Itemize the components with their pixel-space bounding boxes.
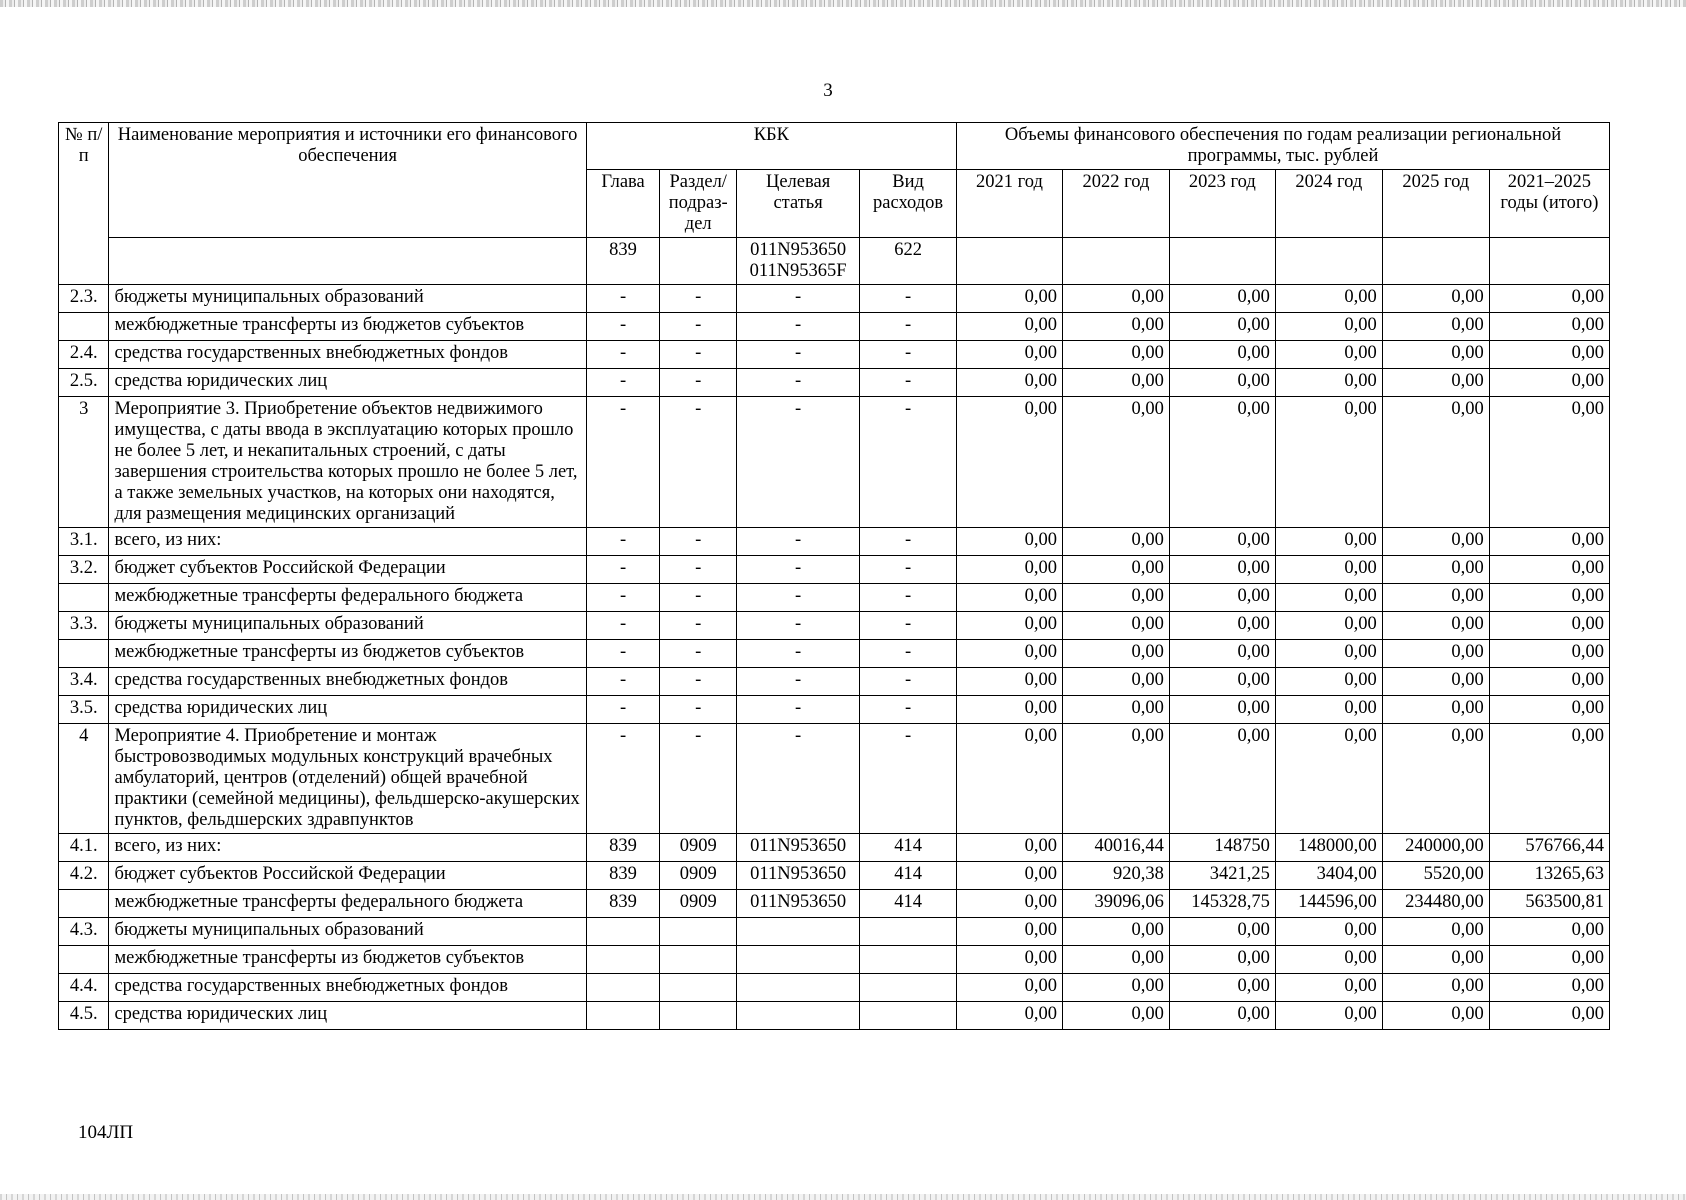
table-row xyxy=(59,612,1610,640)
row-2023: 0,00 xyxy=(1169,313,1275,341)
document-code: 104ЛП xyxy=(78,1122,134,1143)
row-2024: 0,00 xyxy=(1275,724,1382,834)
row-vid xyxy=(860,974,957,1002)
row-2025: 0,00 xyxy=(1382,974,1489,1002)
row-2025: 0,00 xyxy=(1382,285,1489,313)
row-num: 4.1. xyxy=(59,834,109,862)
scan-edge-bottom xyxy=(0,1194,1686,1200)
row-2021: 0,00 xyxy=(957,556,1063,584)
row-razdel: - xyxy=(660,696,737,724)
row-razdel: - xyxy=(660,369,737,397)
row-2025: 0,00 xyxy=(1382,1002,1489,1030)
page-number: 3 xyxy=(823,80,833,101)
carry-2025 xyxy=(1382,238,1489,285)
row-2023: 0,00 xyxy=(1169,369,1275,397)
row-num xyxy=(59,584,109,612)
row-name: всего, из них: xyxy=(109,528,586,556)
row-celevaya: - xyxy=(737,528,860,556)
row-2025: 0,00 xyxy=(1382,313,1489,341)
row-2022: 0,00 xyxy=(1062,612,1169,640)
row-2021: 0,00 xyxy=(957,369,1063,397)
row-vid: - xyxy=(860,724,957,834)
header-kbk: КБК xyxy=(586,123,956,170)
carry-2023 xyxy=(1169,238,1275,285)
row-num: 4 xyxy=(59,724,109,834)
row-razdel: - xyxy=(660,285,737,313)
row-num: 3.3. xyxy=(59,612,109,640)
row-2025: 5520,00 xyxy=(1382,862,1489,890)
header-total: 2021–2025 годы (итого) xyxy=(1489,170,1609,238)
row-name: межбюджетные трансферты из бюджетов субъектов xyxy=(109,946,586,974)
row-2024: 0,00 xyxy=(1275,584,1382,612)
row-2023: 0,00 xyxy=(1169,612,1275,640)
row-glava xyxy=(586,946,660,974)
row-name: средства юридических лиц xyxy=(109,1002,586,1030)
financing-table xyxy=(58,122,1610,1030)
row-2025: 0,00 xyxy=(1382,341,1489,369)
header-vid: Вид расходов xyxy=(860,170,957,238)
header-2021: 2021 год xyxy=(957,170,1063,238)
row-total: 0,00 xyxy=(1489,974,1609,1002)
row-2021: 0,00 xyxy=(957,612,1063,640)
table-row xyxy=(59,556,1610,584)
row-vid: - xyxy=(860,397,957,528)
row-2022: 0,00 xyxy=(1062,974,1169,1002)
row-2021: 0,00 xyxy=(957,724,1063,834)
row-vid: - xyxy=(860,584,957,612)
table-row xyxy=(59,640,1610,668)
row-razdel xyxy=(660,974,737,1002)
row-2022: 0,00 xyxy=(1062,640,1169,668)
table-row xyxy=(59,696,1610,724)
table-row xyxy=(59,668,1610,696)
row-vid: - xyxy=(860,640,957,668)
row-vid: 414 xyxy=(860,834,957,862)
row-2022: 0,00 xyxy=(1062,724,1169,834)
row-2023: 145328,75 xyxy=(1169,890,1275,918)
row-2023: 0,00 xyxy=(1169,341,1275,369)
row-total: 0,00 xyxy=(1489,696,1609,724)
row-2021: 0,00 xyxy=(957,668,1063,696)
row-total: 563500,81 xyxy=(1489,890,1609,918)
row-razdel: - xyxy=(660,556,737,584)
row-glava xyxy=(586,1002,660,1030)
table-row xyxy=(59,313,1610,341)
row-2024: 0,00 xyxy=(1275,946,1382,974)
row-2024: 0,00 xyxy=(1275,696,1382,724)
row-name: бюджеты муниципальных образований xyxy=(109,285,586,313)
row-vid xyxy=(860,918,957,946)
row-name: межбюджетные трансферты из бюджетов субъектов xyxy=(109,313,586,341)
row-razdel: - xyxy=(660,584,737,612)
header-glava: Глава xyxy=(586,170,660,238)
row-2025: 0,00 xyxy=(1382,612,1489,640)
row-vid xyxy=(860,1002,957,1030)
header-2023: 2023 год xyxy=(1169,170,1275,238)
row-celevaya: - xyxy=(737,341,860,369)
row-2022: 39096,06 xyxy=(1062,890,1169,918)
row-razdel xyxy=(660,1002,737,1030)
row-total: 0,00 xyxy=(1489,341,1609,369)
row-celevaya: 011N953650 xyxy=(737,834,860,862)
table-row xyxy=(59,890,1610,918)
header-row-1 xyxy=(59,123,1610,170)
row-2022: 40016,44 xyxy=(1062,834,1169,862)
row-2025: 0,00 xyxy=(1382,918,1489,946)
row-vid: - xyxy=(860,369,957,397)
row-vid: 414 xyxy=(860,862,957,890)
carry-celevaya-2: 011N95365F xyxy=(749,261,847,281)
row-num xyxy=(59,890,109,918)
row-2022: 0,00 xyxy=(1062,1002,1169,1030)
row-num: 3.5. xyxy=(59,696,109,724)
row-2021: 0,00 xyxy=(957,862,1063,890)
row-2024: 0,00 xyxy=(1275,612,1382,640)
row-total: 0,00 xyxy=(1489,369,1609,397)
row-2021: 0,00 xyxy=(957,313,1063,341)
row-num: 3.4. xyxy=(59,668,109,696)
carry-total xyxy=(1489,238,1609,285)
row-total: 0,00 xyxy=(1489,528,1609,556)
row-total: 0,00 xyxy=(1489,397,1609,528)
row-2022: 0,00 xyxy=(1062,668,1169,696)
row-vid: - xyxy=(860,612,957,640)
row-2024: 0,00 xyxy=(1275,285,1382,313)
row-2023: 0,00 xyxy=(1169,528,1275,556)
row-2023: 0,00 xyxy=(1169,285,1275,313)
row-vid: - xyxy=(860,528,957,556)
row-total: 0,00 xyxy=(1489,285,1609,313)
row-2024: 0,00 xyxy=(1275,397,1382,528)
row-razdel: - xyxy=(660,612,737,640)
row-2025: 0,00 xyxy=(1382,528,1489,556)
row-2024: 3404,00 xyxy=(1275,862,1382,890)
row-celevaya: - xyxy=(737,397,860,528)
row-total: 0,00 xyxy=(1489,556,1609,584)
row-name: бюджет субъектов Российской Федерации xyxy=(109,556,586,584)
row-vid: - xyxy=(860,285,957,313)
row-num: 2.3. xyxy=(59,285,109,313)
row-celevaya: - xyxy=(737,640,860,668)
row-2024: 0,00 xyxy=(1275,341,1382,369)
row-2023: 0,00 xyxy=(1169,724,1275,834)
row-2022: 920,38 xyxy=(1062,862,1169,890)
carry-row xyxy=(59,238,1610,285)
carry-2021 xyxy=(957,238,1063,285)
row-name: средства государственных внебюджетных фондов xyxy=(109,974,586,1002)
row-2025: 240000,00 xyxy=(1382,834,1489,862)
row-2025: 0,00 xyxy=(1382,724,1489,834)
row-2023: 0,00 xyxy=(1169,668,1275,696)
row-2023: 0,00 xyxy=(1169,696,1275,724)
row-2024: 0,00 xyxy=(1275,369,1382,397)
row-celevaya xyxy=(737,1002,860,1030)
row-2022: 0,00 xyxy=(1062,584,1169,612)
row-total: 576766,44 xyxy=(1489,834,1609,862)
table-row xyxy=(59,724,1610,834)
row-num: 2.4. xyxy=(59,341,109,369)
row-2022: 0,00 xyxy=(1062,556,1169,584)
row-total: 0,00 xyxy=(1489,640,1609,668)
row-celevaya: - xyxy=(737,724,860,834)
table-row xyxy=(59,528,1610,556)
row-2021: 0,00 xyxy=(957,974,1063,1002)
header-razdel: Раздел/ подраз- дел xyxy=(660,170,737,238)
row-name: межбюджетные трансферты из бюджетов субъектов xyxy=(109,640,586,668)
row-2024: 0,00 xyxy=(1275,528,1382,556)
carry-celevaya xyxy=(737,238,860,285)
row-name: межбюджетные трансферты федерального бюджета xyxy=(109,584,586,612)
row-vid: - xyxy=(860,696,957,724)
row-glava: - xyxy=(586,369,660,397)
row-celevaya: 011N953650 xyxy=(737,862,860,890)
row-glava: - xyxy=(586,584,660,612)
row-2021: 0,00 xyxy=(957,890,1063,918)
header-2022: 2022 год xyxy=(1062,170,1169,238)
row-vid: - xyxy=(860,668,957,696)
carry-celevaya-1: 011N953650 xyxy=(750,240,847,260)
row-num: 3.2. xyxy=(59,556,109,584)
row-name: средства государственных внебюджетных фондов xyxy=(109,341,586,369)
row-2022: 0,00 xyxy=(1062,397,1169,528)
row-total: 0,00 xyxy=(1489,313,1609,341)
row-total: 0,00 xyxy=(1489,918,1609,946)
row-num xyxy=(59,640,109,668)
row-name: всего, из них: xyxy=(109,834,586,862)
row-name: средства государственных внебюджетных фондов xyxy=(109,668,586,696)
row-celevaya: - xyxy=(737,556,860,584)
row-2021: 0,00 xyxy=(957,640,1063,668)
row-glava: 839 xyxy=(586,890,660,918)
header-volumes: Объемы финансового обеспечения по годам реализации региональной программы, тыс. рублей xyxy=(957,123,1610,170)
row-total: 0,00 xyxy=(1489,668,1609,696)
row-2025: 0,00 xyxy=(1382,640,1489,668)
row-glava: - xyxy=(586,640,660,668)
row-2024: 0,00 xyxy=(1275,974,1382,1002)
row-2024: 144596,00 xyxy=(1275,890,1382,918)
row-2021: 0,00 xyxy=(957,834,1063,862)
row-2021: 0,00 xyxy=(957,285,1063,313)
table-row xyxy=(59,369,1610,397)
row-2024: 0,00 xyxy=(1275,918,1382,946)
row-2023: 3421,25 xyxy=(1169,862,1275,890)
row-total: 0,00 xyxy=(1489,584,1609,612)
row-vid: 414 xyxy=(860,890,957,918)
row-celevaya: 011N953650 xyxy=(737,890,860,918)
header-2025: 2025 год xyxy=(1382,170,1489,238)
row-celevaya xyxy=(737,974,860,1002)
row-2023: 148750 xyxy=(1169,834,1275,862)
row-2025: 0,00 xyxy=(1382,668,1489,696)
row-2025: 234480,00 xyxy=(1382,890,1489,918)
row-glava: 839 xyxy=(586,862,660,890)
row-2025: 0,00 xyxy=(1382,369,1489,397)
row-name: бюджеты муниципальных образований xyxy=(109,918,586,946)
row-2021: 0,00 xyxy=(957,696,1063,724)
row-name: средства юридических лиц xyxy=(109,696,586,724)
row-2021: 0,00 xyxy=(957,528,1063,556)
carry-2024 xyxy=(1275,238,1382,285)
row-razdel: - xyxy=(660,313,737,341)
row-total: 0,00 xyxy=(1489,1002,1609,1030)
header-name: Наименование мероприятия и источники его финансового обеспечения xyxy=(109,123,586,238)
row-2021: 0,00 xyxy=(957,1002,1063,1030)
row-razdel: - xyxy=(660,668,737,696)
row-2023: 0,00 xyxy=(1169,1002,1275,1030)
row-2023: 0,00 xyxy=(1169,640,1275,668)
row-razdel: 0909 xyxy=(660,862,737,890)
row-glava: 839 xyxy=(586,834,660,862)
table-row xyxy=(59,862,1610,890)
row-glava: - xyxy=(586,313,660,341)
row-razdel xyxy=(660,918,737,946)
table-row xyxy=(59,341,1610,369)
row-glava: - xyxy=(586,285,660,313)
table-row xyxy=(59,834,1610,862)
row-2024: 0,00 xyxy=(1275,668,1382,696)
table-row xyxy=(59,1002,1610,1030)
header-num: № п/п xyxy=(59,123,109,285)
carry-razdel xyxy=(660,238,737,285)
row-glava: - xyxy=(586,556,660,584)
row-2021: 0,00 xyxy=(957,397,1063,528)
row-2025: 0,00 xyxy=(1382,397,1489,528)
table-row xyxy=(59,285,1610,313)
row-2024: 148000,00 xyxy=(1275,834,1382,862)
table-row xyxy=(59,974,1610,1002)
row-2021: 0,00 xyxy=(957,946,1063,974)
row-celevaya xyxy=(737,946,860,974)
row-total: 0,00 xyxy=(1489,946,1609,974)
carry-vid: 622 xyxy=(860,238,957,285)
row-2023: 0,00 xyxy=(1169,584,1275,612)
row-2022: 0,00 xyxy=(1062,918,1169,946)
row-2021: 0,00 xyxy=(957,341,1063,369)
row-vid: - xyxy=(860,556,957,584)
row-vid: - xyxy=(860,341,957,369)
row-celevaya: - xyxy=(737,285,860,313)
row-razdel: - xyxy=(660,397,737,528)
row-num: 4.3. xyxy=(59,918,109,946)
row-2024: 0,00 xyxy=(1275,1002,1382,1030)
row-num: 4.4. xyxy=(59,974,109,1002)
row-2023: 0,00 xyxy=(1169,397,1275,528)
row-2025: 0,00 xyxy=(1382,584,1489,612)
table-body xyxy=(59,285,1610,1030)
row-2025: 0,00 xyxy=(1382,946,1489,974)
row-num xyxy=(59,946,109,974)
row-glava xyxy=(586,918,660,946)
row-2023: 0,00 xyxy=(1169,918,1275,946)
row-celevaya: - xyxy=(737,612,860,640)
row-2024: 0,00 xyxy=(1275,556,1382,584)
row-2024: 0,00 xyxy=(1275,640,1382,668)
row-celevaya: - xyxy=(737,696,860,724)
row-vid xyxy=(860,946,957,974)
row-num: 2.5. xyxy=(59,369,109,397)
row-celevaya xyxy=(737,918,860,946)
row-num: 4.5. xyxy=(59,1002,109,1030)
row-glava: - xyxy=(586,696,660,724)
carry-glava: 839 xyxy=(586,238,660,285)
row-2022: 0,00 xyxy=(1062,946,1169,974)
row-glava: - xyxy=(586,397,660,528)
header-2024: 2024 год xyxy=(1275,170,1382,238)
row-num: 4.2. xyxy=(59,862,109,890)
row-2023: 0,00 xyxy=(1169,946,1275,974)
row-razdel: 0909 xyxy=(660,890,737,918)
row-2021: 0,00 xyxy=(957,584,1063,612)
row-celevaya: - xyxy=(737,313,860,341)
row-razdel: - xyxy=(660,528,737,556)
row-glava: - xyxy=(586,668,660,696)
row-name: межбюджетные трансферты федерального бюджета xyxy=(109,890,586,918)
row-name: бюджет субъектов Российской Федерации xyxy=(109,862,586,890)
scan-edge-top xyxy=(0,0,1686,7)
row-2022: 0,00 xyxy=(1062,369,1169,397)
row-razdel: - xyxy=(660,341,737,369)
row-name: Мероприятие 3. Приобретение объектов недвижимого имущества, с даты ввода в эксплуатацию которых прошло не более 5 лет, и некапитальных строений, с даты завершения строительства которых прошло не более 5 лет, а также земельных участков, на которых они находятся, для размещения медицинских организаций xyxy=(109,397,586,528)
row-total: 13265,63 xyxy=(1489,862,1609,890)
row-name: средства юридических лиц xyxy=(109,369,586,397)
row-razdel: - xyxy=(660,724,737,834)
row-2022: 0,00 xyxy=(1062,313,1169,341)
row-razdel xyxy=(660,946,737,974)
row-celevaya: - xyxy=(737,584,860,612)
row-glava: - xyxy=(586,724,660,834)
row-glava: - xyxy=(586,528,660,556)
table-row xyxy=(59,397,1610,528)
row-2023: 0,00 xyxy=(1169,556,1275,584)
row-2023: 0,00 xyxy=(1169,974,1275,1002)
row-razdel: - xyxy=(660,640,737,668)
row-name: бюджеты муниципальных образований xyxy=(109,612,586,640)
row-total: 0,00 xyxy=(1489,724,1609,834)
row-2025: 0,00 xyxy=(1382,556,1489,584)
row-num xyxy=(59,313,109,341)
carry-2022 xyxy=(1062,238,1169,285)
row-num: 3 xyxy=(59,397,109,528)
carry-name xyxy=(109,238,586,285)
row-name: Мероприятие 4. Приобретение и монтаж быстровозводимых модульных конструкций врачебных амбулаторий, центров (отделений) общей врачебной практики (семейной медицины), фельдшерско-акушерских пунктов, фельдшерских здравпунктов xyxy=(109,724,586,834)
row-2022: 0,00 xyxy=(1062,285,1169,313)
table-row xyxy=(59,584,1610,612)
row-2024: 0,00 xyxy=(1275,313,1382,341)
row-glava: - xyxy=(586,612,660,640)
row-total: 0,00 xyxy=(1489,612,1609,640)
row-2022: 0,00 xyxy=(1062,341,1169,369)
row-razdel: 0909 xyxy=(660,834,737,862)
table-row xyxy=(59,946,1610,974)
table-row xyxy=(59,918,1610,946)
row-num: 3.1. xyxy=(59,528,109,556)
header-celevaya: Целевая статья xyxy=(737,170,860,238)
row-glava xyxy=(586,974,660,1002)
row-celevaya: - xyxy=(737,668,860,696)
row-2022: 0,00 xyxy=(1062,696,1169,724)
row-2025: 0,00 xyxy=(1382,696,1489,724)
row-2022: 0,00 xyxy=(1062,528,1169,556)
row-celevaya: - xyxy=(737,369,860,397)
row-2021: 0,00 xyxy=(957,918,1063,946)
row-vid: - xyxy=(860,313,957,341)
row-glava: - xyxy=(586,341,660,369)
